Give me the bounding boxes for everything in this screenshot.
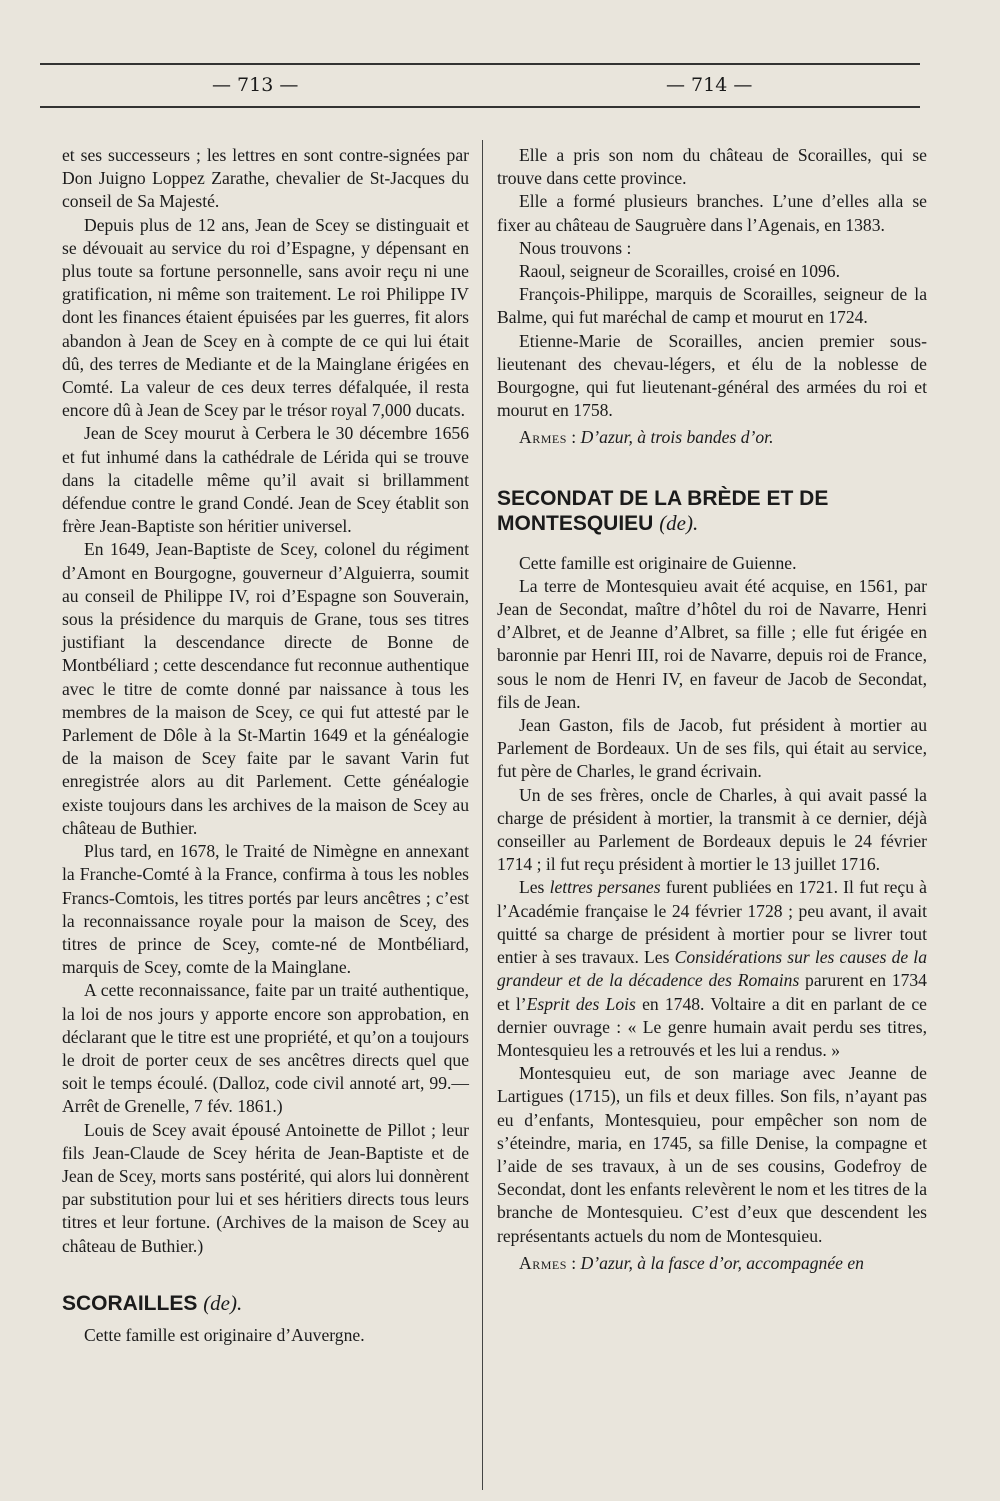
- text-run: en 1748. Voltaire a dit en parlant de ce dernier ouvrage : « Le genre humain avait perdu ses titres, Montesquieu les a retrouvés et les lui a rendus. »: [497, 993, 927, 1060]
- text-run: parurent en 1734 et l’: [497, 970, 927, 1014]
- paragraph: Cette famille est originaire d’Auvergne.: [84, 1324, 365, 1345]
- armes-secondat: [497, 1252, 927, 1275]
- paragraph: Louis de Scey avait épousé Antoinette de Pillot ; leur fils Jean-Claude de Scey hérita de Jean-Baptiste et de Jean de Scey, morts sans postérité, qui alors lui donnèrent par substitution pour lui et ses héritiers directs tous leurs titres et leur fortune. (Archives de la maison de Scey au château de Buthier.): [62, 1119, 469, 1256]
- paragraph: Cette famille est originaire de Guienne.: [519, 552, 797, 573]
- paragraph: Etienne-Marie de Scorailles, ancien premier sous-lieutenant des chevau-légers, et élu de la noblesse de Bourgogne, qui fut lieutenant-général des armées du roi et mourut en 1758.: [497, 330, 927, 421]
- paragraph: Raoul, seigneur de Scorailles, croisé en 1096.: [519, 261, 841, 282]
- armes-colon: :: [566, 1252, 581, 1273]
- paragraph: Jean Gaston, fils de Jacob, fut président à mortier au Parlement de Bordeaux. Un de ses fils, qui était au service, fut père de Charles, le grand écrivain.: [497, 715, 927, 782]
- section-title-particle: (de).: [203, 1290, 243, 1315]
- armes-text: D’azur, à la fasce d’or, accompagnée en: [580, 1252, 864, 1273]
- column-divider: [482, 140, 483, 1490]
- text-run: Les: [519, 877, 550, 898]
- page-number-right: — 714 —: [666, 74, 753, 96]
- section-title-text: SCORAILLES: [62, 1291, 198, 1315]
- paragraph: et ses successeurs ; les lettres en sont contre-signées par Don Juigno Loppez Zarathe, chevalier de St-Jacques du conseil de Sa Majesté.: [62, 145, 469, 212]
- paragraph: Montesquieu eut, de son mariage avec Jeanne de Lartigues (1715), un fils et deux filles. Son fils, n’ayant pas eu d’enfants, Montesquieu, pour empêcher son nom de s’éteindre, maria, en 1745, sa fille Denise, la compagne et l’aide de ses travaux, à un de ses cousins, Godefroy de Secondat, dont les enfants relevèrent le nom et les titres de la branche de Montesquieu. C’est d’eux que descendent les représentants actuels du nom de Montesquieu.: [497, 1063, 927, 1246]
- header-rule-top: [40, 63, 920, 65]
- paragraph: Plus tard, en 1678, le Traité de Nimègne en annexant la Franche-Comté à la France, confirma à tous les nobles Francs-Comtois, les titres portés par leurs ancêtres ; c’est la reconnaissance royale pour la maison de Scey, des titres de prince de Scey, comte-né de Montbéliard, marquis de Scey, comte de la Mainglane.: [62, 841, 469, 978]
- paragraph: Depuis plus de 12 ans, Jean de Scey se distinguait et se dévouait au service du roi d’Espagne, y dépensant en plus toute sa fortune personnelle, sans avoir reçu ni une gratification, ni même son traitement. Le roi Philippe IV dont les finances étaient épuisées par les guerres, fit alors abandon à Jean de Scey en à compte de ce qui lui était dû, des terres de Mediante et de la Mainglane érigées en Comté. La valeur de ces deux terres défalquée, il resta encore dû à Jean de Scey par le trésor royal 7,000 ducats.: [62, 214, 469, 421]
- paragraph: François-Philippe, marquis de Scorailles, seigneur de la Balme, qui fut maréchal de camp et mourut en 1724.: [497, 284, 927, 328]
- header-rule-bottom: [40, 106, 920, 108]
- page-number-left: — 713 —: [212, 74, 299, 96]
- armes-label: Armes: [519, 1252, 567, 1273]
- section-title-text: SECONDAT DE LA BRÈDE ET DE MONTESQUIEU: [497, 486, 829, 535]
- section-title-particle: (de).: [659, 510, 699, 535]
- paragraph: A cette reconnaissance, faite par un traité authentique, la loi de nos jours y apporte encore son approbation, en déclarant que le titre est une propriété, et qu’on a toujours le droit de porter ceux de ses ancêtres directs quel que soit le temps écoulé. (Dalloz, code civil annoté art, 99.— Arrêt de Grenelle, 7 fév. 1861.): [62, 980, 469, 1117]
- italic-title: lettres persanes: [549, 877, 661, 898]
- paragraph: Elle a formé plusieurs branches. L’une d’elles alla se fixer au château de Saugruère dans l’Agenais, en 1383.: [497, 191, 927, 235]
- section-title-secondat: [497, 486, 927, 536]
- paragraph-lettres: [497, 876, 927, 1062]
- armes-colon: :: [566, 427, 581, 448]
- armes-label: Armes: [519, 427, 567, 448]
- armes-scorailles: [497, 426, 927, 449]
- armes-text: D’azur, à trois bandes d’or.: [580, 427, 774, 448]
- italic-title: Considérations sur les causes de la grandeur et de la décadence des Romains: [497, 947, 927, 991]
- section-title-scorailles: [62, 1291, 469, 1316]
- paragraph: En 1649, Jean-Baptiste de Scey, colonel du régiment d’Amont en Bourgogne, gouverneur d’Alguierra, soumit au conseil de Philippe IV, roi d’Espagne son Souverain, sous la présidence du marquis de Grane, tous ses titres justifiant la descendance directe de Bonne de Montbéliard ; cette descendance fut reconnue authentique avec le titre de comte donné par naissance à tous les membres de la maison de Scey, ce qui fut attesté par le Parlement de Dôle à la St-Martin 1649 et la généalogie de la maison de Scey faite par le savant Varin fut enregistrée alors au dit Parlement. Cette généalogie existe toujours dans les archives de la maison de Scey au château de Buthier.: [62, 539, 469, 838]
- paragraph: Elle a pris son nom du château de Scorailles, qui se trouve dans cette province.: [497, 145, 927, 189]
- paragraph: Un de ses frères, oncle de Charles, à qui avait passé la charge de président à mortier, la transmit à ce dernier, déjà conseiller au Parlement de Bordeaux depuis le 24 février 1714 ; il fut reçu président à mortier le 13 juillet 1716.: [497, 784, 927, 875]
- right-column: [497, 144, 927, 1275]
- italic-title: Esprit des Lois: [526, 993, 636, 1014]
- paragraph: La terre de Montesquieu avait été acquise, en 1561, par Jean de Secondat, maître d’hôtel du roi de Navarre, Henri d’Albret, et de Jeanne d’Albret, sa fille ; elle fut érigée en baronnie par Henri III, roi de Navarre, depuis roi de France, sous le nom de Henri IV, en faveur de Jacob de Secondat, fils de Jean.: [497, 575, 927, 712]
- paragraph: Nous trouvons :: [519, 237, 632, 258]
- text-run: furent publiées en 1721. Il fut reçu à l’Académie française le 24 février 1728 ; peu avant, il avait quitté sa charge de président à mortier pour se livrer tout entier à ses travaux. Les: [497, 877, 927, 968]
- left-column: [62, 144, 469, 1347]
- paragraph: Jean de Scey mourut à Cerbera le 30 décembre 1656 et fut inhumé dans la cathédrale de Lérida qui se trouve dans la citadelle même qu’il avait si brillamment défendue contre le grand Condé. Jean de Scey établit son frère Jean-Baptiste son héritier universel.: [62, 423, 469, 537]
